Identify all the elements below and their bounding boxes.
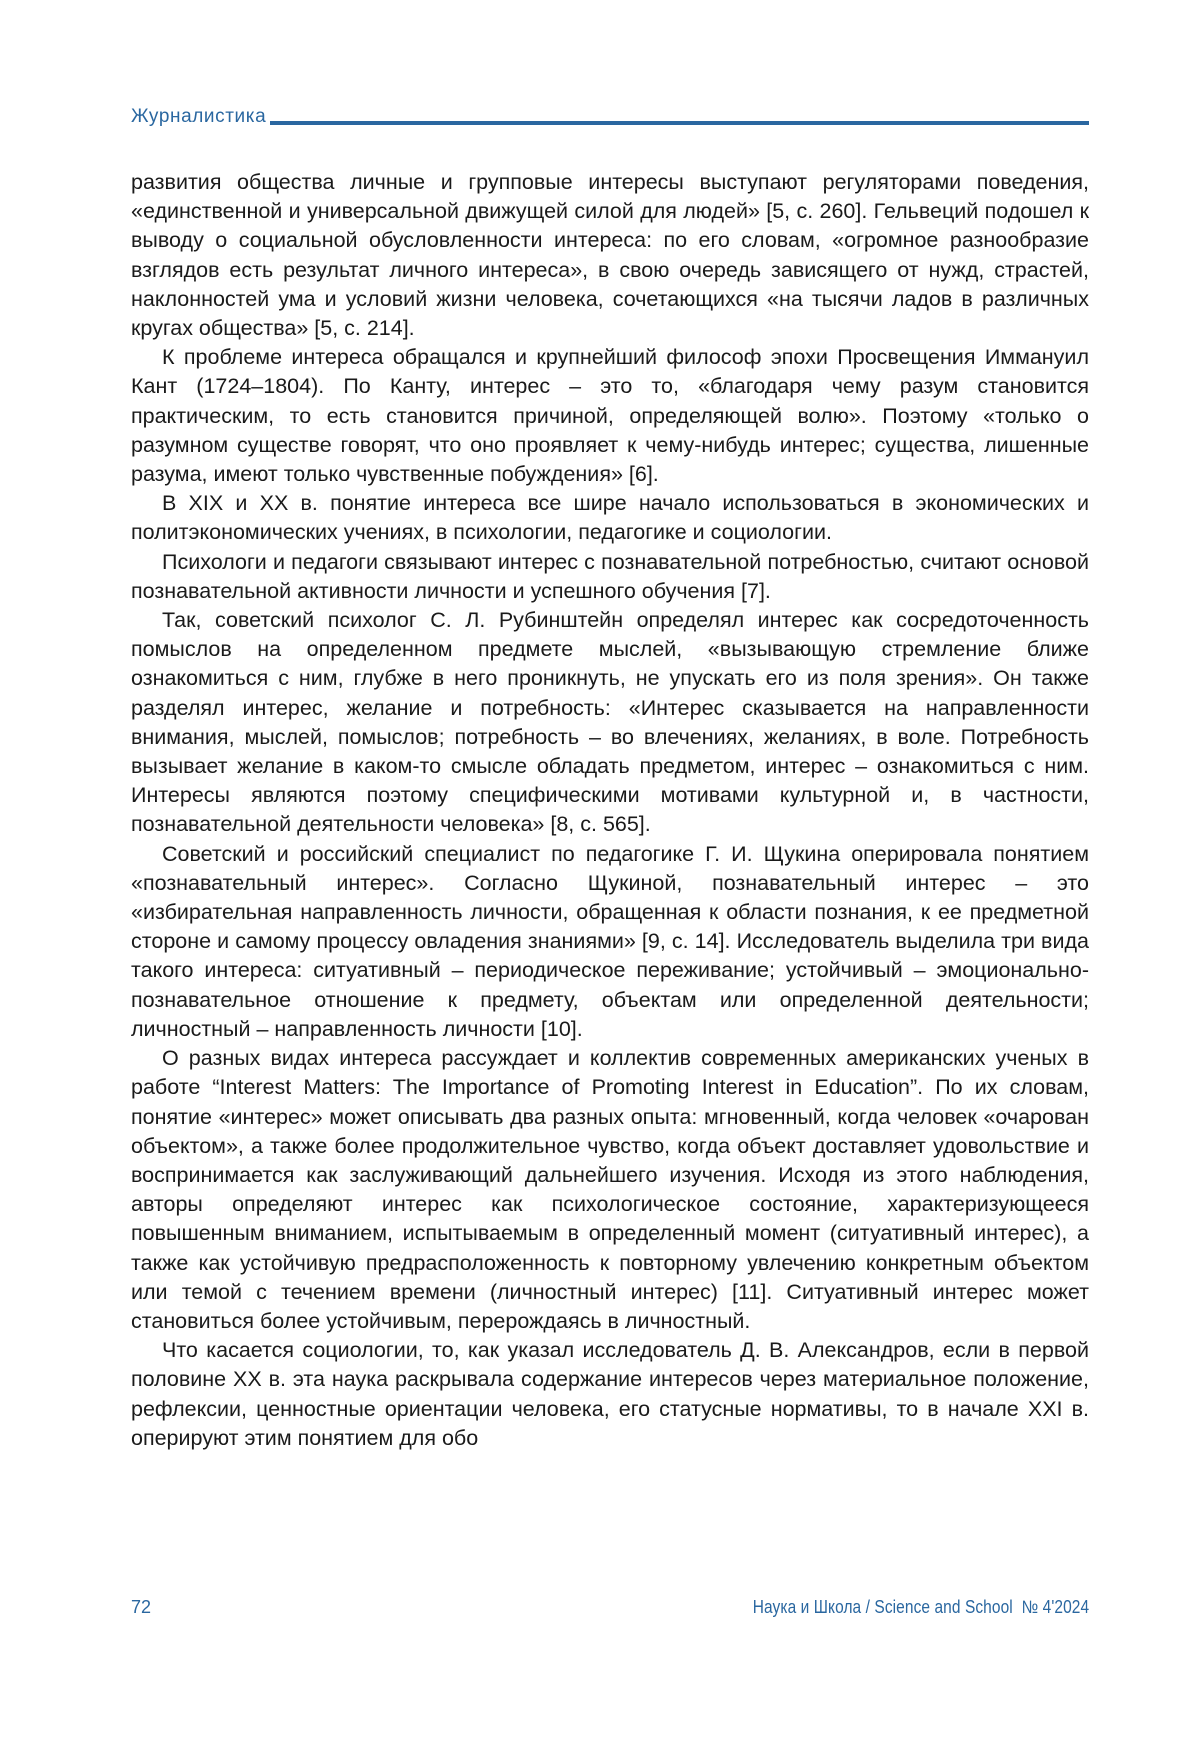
header-rule [270, 121, 1089, 125]
page-number: 72 [131, 1597, 152, 1617]
article-body [131, 168, 1089, 1453]
paragraph: Что касается социологии, то, как указал исследователь Д. В. Александров, если в первой половине XX в. эта наука раскрывала содержание интересов через материальное положение, рефлексии, ценностные ориентации человека, его статусные нормативы, то в начале XXI в. оперируют этим понятием для обо [131, 1338, 1089, 1450]
paragraph: О разных видах интереса рассуждает и коллектив современных американских ученых в работе “Interest Matters: The Importance of Promoting Interest in Education”. По их словам, понятие «интерес» может описывать два разных опыта: мгновенный, когда человек «очарован объектом», а также более продолжительное чувство, когда объект доставляет удовольствие и воспринимается как заслуживающий дальнейшего изучения. Исходя из этого наблюдения, авторы определяют интерес как психологическое состояние, характеризующееся повышенным вниманием, испытываемым в определенный момент (ситуативный интерес), а также как устойчивую предрасположенность к повторному увлечению конкретным объектом или темой с течением времени (личностный интерес) [11]. Ситуативный интерес может становиться более устойчивым, перерождаясь в личностный. [131, 1046, 1089, 1333]
page-footer [131, 1597, 1089, 1618]
paragraph: развития общества личные и групповые интересы выступают регуляторами поведения, «единственной и универсальной движущей силой для людей» [5, с. 260]. Гельвеций подошел к выводу о социальной обусловленности интереса: по его словам, «огромное разнообразие взглядов есть результат личного интереса», в свою очередь зависящего от нужд, страстей, наклонностей ума и условий жизни человека, сочетающихся «на тысячи ладов в различных кругах общества» [5, с. 214]. [131, 170, 1089, 341]
section-title: Журналистика [131, 106, 267, 127]
journal-issue: Наука и Школа / Science and School № 4'2024 [752, 1597, 1089, 1617]
running-head [131, 102, 1089, 128]
paragraph: Советский и российский специалист по педагогике Г. И. Щукина оперировала понятием «познавательный интерес». Согласно Щукиной, познавательный интерес – это «избирательная направленность личности, обращенная к области познания, к ее предметной стороне и самому процессу овладения знаниями» [9, с. 14]. Исследователь выделила три вида такого интереса: ситуативный – периодическое переживание; устойчивый – эмоционально-познавательное отношение к предмету, объектам или определенной деятельности; личностный – направленность личности [10]. [131, 841, 1089, 1041]
paragraph: Психологи и педагоги связывают интерес с познавательной потребностью, считают основой познавательной активности личности и успешного обучения [7]. [131, 549, 1089, 603]
paragraph: В XIX и XX в. понятие интереса все шире начало использоваться в экономических и политэкономических учениях, в психологии, педагогике и социологии. [131, 491, 1089, 545]
paragraph: К проблеме интереса обращался и крупнейший философ эпохи Просвещения Иммануил Кант (1724–1804). По Канту, интерес – это то, «благодаря чему разум становится практическим, то есть становится причиной, определяющей волю». Поэтому «только о разумном существе говорят, что оно проявляет к чему-нибудь интерес; существа, лишенные разума, имеют только чувственные побуждения» [6]. [131, 345, 1089, 487]
paragraph: Так, советский психолог С. Л. Рубинштейн определял интерес как сосредоточенность помыслов на определенном предмете мыслей, «вызывающую стремление ближе ознакомиться с ним, глубже в него проникнуть, не упускать его из поля зрения». Он также разделял интерес, желание и потребность: «Интерес сказывается на направленности внимания, мыслей, помыслов; потребность – во влечениях, желаниях, в воле. Потребность вызывает желание в каком-то смысле обладать предметом, интерес – ознакомиться с ним. Интересы являются поэтому специфическими мотивами культурной и, в частности, познавательной деятельности человека» [8, с. 565]. [131, 608, 1089, 837]
